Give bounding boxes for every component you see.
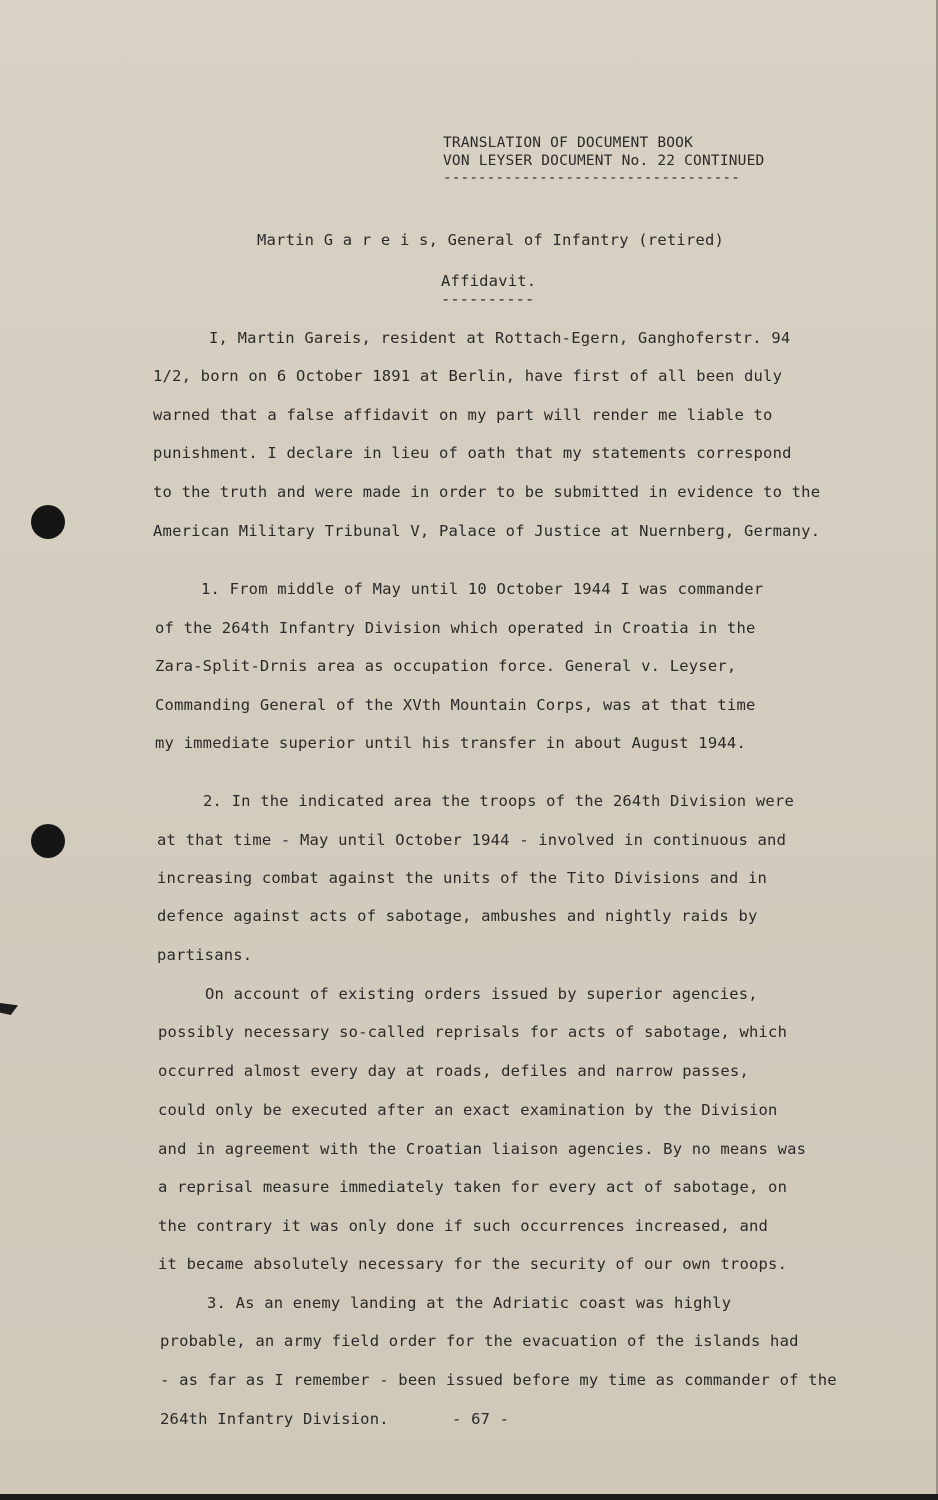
page-number: - 67 - — [452, 1410, 510, 1428]
intro-line: to the truth and were made in order to be submitted in evidence to the — [153, 483, 821, 501]
paragraph-2-line: increasing combat against the units of the Tito Divisions and in — [157, 869, 768, 887]
paragraph-1-line: my immediate superior until his transfer in about August 1944. — [155, 734, 746, 752]
author-line: Martin G a r e i s, General of Infantry (retired) — [257, 231, 725, 249]
paragraph-2b-line: On account of existing orders issued by superior agencies, — [205, 985, 758, 1003]
intro-line: 1/2, born on 6 October 1891 at Berlin, have first of all been duly — [153, 367, 783, 385]
header-line-2: VON LEYSER DOCUMENT No. 22 CONTINUED — [443, 153, 765, 169]
header-underline: ---------------------------------- — [443, 170, 740, 186]
punch-hole — [31, 505, 65, 539]
paragraph-3-line: - as far as I remember - been issued before my time as commander of the — [160, 1371, 837, 1389]
paragraph-2b-line: the contrary it was only done if such occurrences increased, and — [158, 1217, 769, 1235]
intro-line: warned that a false affidavit on my part will render me liable to — [153, 406, 773, 424]
header-line-1: TRANSLATION OF DOCUMENT BOOK — [443, 135, 694, 151]
paragraph-3-line: probable, an army field order for the evacuation of the islands had — [160, 1332, 799, 1350]
paragraph-2-line: at that time - May until October 1944 - involved in continuous and — [157, 831, 787, 849]
paragraph-1-line: of the 264th Infantry Division which operated in Croatia in the — [155, 619, 756, 637]
paragraph-2b-line: and in agreement with the Croatian liaison agencies. By no means was — [158, 1140, 807, 1158]
intro-line: American Military Tribunal V, Palace of Justice at Nuernberg, Germany. — [153, 522, 821, 540]
paragraph-2b-line: could only be executed after an exact examination by the Division — [158, 1101, 778, 1119]
paragraph-1-line: Commanding General of the XVth Mountain Corps, was at that time — [155, 696, 756, 714]
paragraph-1-line: 1. From middle of May until 10 October 1944 I was commander — [201, 580, 764, 598]
paragraph-2b-line: possibly necessary so-called reprisals for acts of sabotage, which — [158, 1023, 788, 1041]
paragraph-2b-line: a reprisal measure immediately taken for every act of sabotage, on — [158, 1178, 788, 1196]
paragraph-2b-line: it became absolutely necessary for the security of our own troops. — [158, 1255, 788, 1273]
punch-hole — [31, 824, 65, 858]
title-underline: ---------- — [441, 290, 535, 308]
paragraph-3-line: 3. As an enemy landing at the Adriatic coast was highly — [207, 1294, 732, 1312]
scan-border — [0, 1494, 938, 1500]
document-type: Affidavit. — [441, 272, 537, 290]
paragraph-1-line: Zara-Split-Drnis area as occupation force. General v. Leyser, — [155, 657, 737, 675]
paragraph-2b-line: occurred almost every day at roads, defiles and narrow passes, — [158, 1062, 749, 1080]
paragraph-3-line: 264th Infantry Division. — [160, 1410, 389, 1428]
intro-line: I, Martin Gareis, resident at Rottach-Egern, Ganghoferstr. 94 — [209, 329, 791, 347]
staple-mark — [0, 1003, 18, 1015]
paragraph-2-line: partisans. — [157, 946, 253, 964]
intro-line: punishment. I declare in lieu of oath that my statements correspond — [153, 444, 792, 462]
paragraph-2-line: defence against acts of sabotage, ambushes and nightly raids by — [157, 907, 758, 925]
paragraph-2-line: 2. In the indicated area the troops of the 264th Division were — [203, 792, 794, 810]
